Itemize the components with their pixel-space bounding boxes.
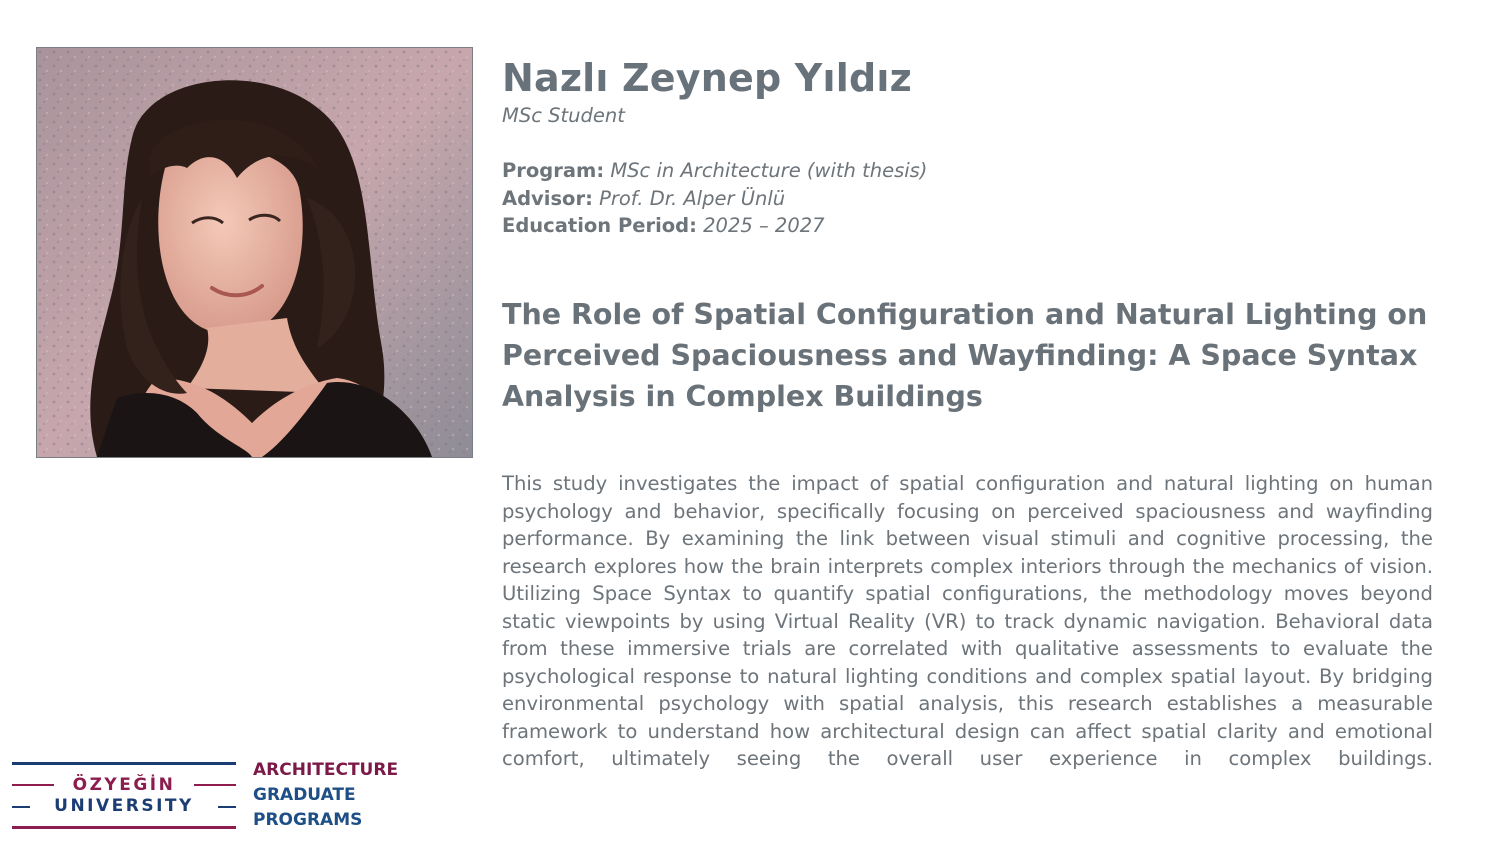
programs-line-programs: PROGRAMS <box>253 810 363 830</box>
programs-line-graduate: GRADUATE <box>253 785 356 805</box>
ozyegin-university-logo <box>12 760 236 830</box>
thesis-abstract: This study investigates the impact of spatial configuration and natural lighting on human psychology and behavior, specifically focusing on perceived spaciousness and wayfinding performance. By examining the link between visual stimuli and cognitive processing, the research explores how the brain interprets complex interiors through the mechanics of vision. Utilizing Space Syntax to quantify spatial configurations, the methodology moves beyond static viewpoints by using Virtual Reality (VR) to track dynamic navigation. Behavioral data from these immersive trials are correlated with qualitative assessments to evaluate the psychological response to natural lighting conditions and complex spatial layout. By bridging environmental psychology with spatial analysis, this research establishes a measurable framework to understand how architectural design can affect spatial clarity and emotional comfort, ultimately seeing the overall user experience in complex buildings. <box>502 472 1433 770</box>
student-portrait-photo <box>36 47 473 458</box>
logo-word-ozyegin: ÖZYEĞİN <box>72 775 176 795</box>
programs-line-architecture: ARCHITECTURE <box>253 760 399 780</box>
education-period-label: Education Period: <box>502 214 697 237</box>
program-row <box>502 157 927 185</box>
program-value: MSc in Architecture (with thesis) <box>610 159 928 182</box>
advisor-value: Prof. Dr. Alper Ünlü <box>599 186 786 210</box>
advisor-row <box>502 185 927 213</box>
advisor-label: Advisor: <box>502 186 593 210</box>
logo-word-university: UNIVERSITY <box>54 796 194 816</box>
education-period-row <box>502 212 927 240</box>
education-period-value: 2025 – 2027 <box>703 214 825 237</box>
student-role: MSc Student <box>502 104 625 127</box>
student-details <box>502 157 927 240</box>
program-label: Program: <box>502 159 605 182</box>
architecture-graduate-programs-label <box>253 758 398 833</box>
thesis-title: The Role of Spatial Configuration and Natural Lighting on Perceived Spaciousness and Wayfinding: A Space Syntax Analysis in Complex Buildings <box>502 298 1428 413</box>
student-name: Nazlı Zeynep Yıldız <box>502 56 912 100</box>
